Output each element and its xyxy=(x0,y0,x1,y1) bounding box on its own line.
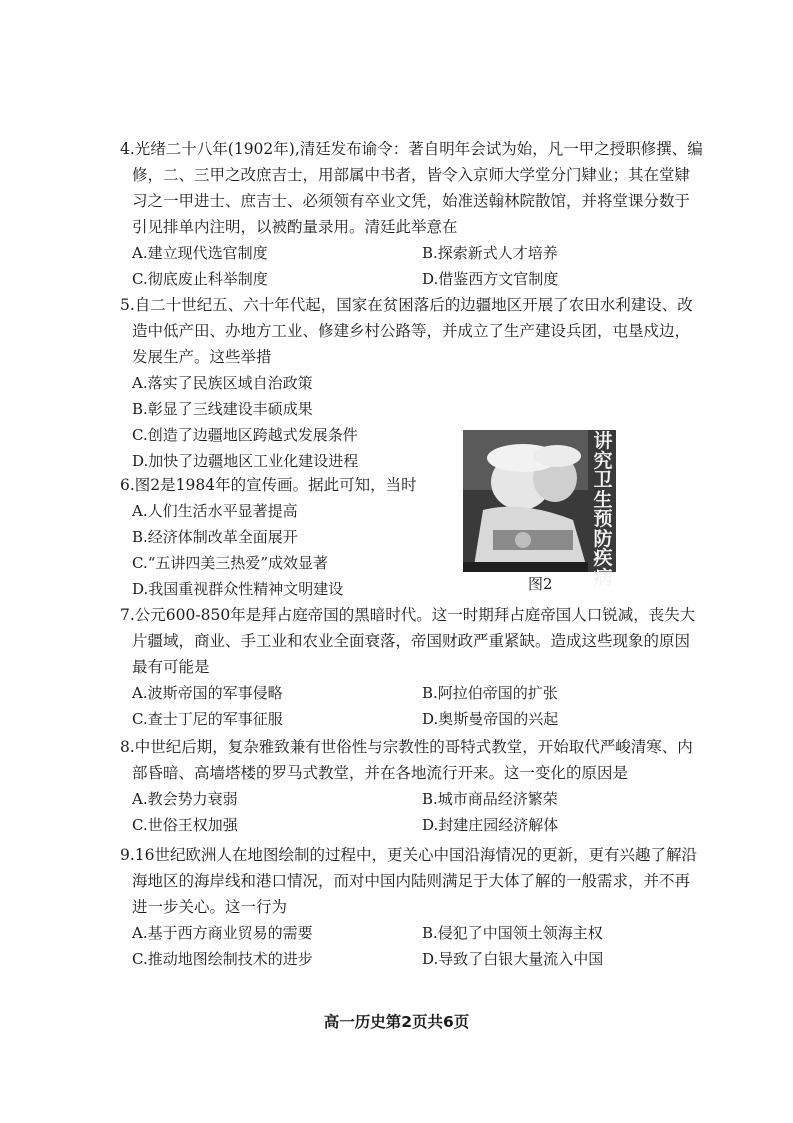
question-9 xyxy=(120,842,705,972)
figure-caption: 图2 xyxy=(528,575,553,593)
option-b: B.经济体制改革全面展开 xyxy=(132,528,298,546)
option-a: A.人们生活水平显著提高 xyxy=(132,502,298,520)
option-b: B.阿拉伯帝国的扩张 xyxy=(422,684,558,702)
page-footer: 高一历史第2页共6页 xyxy=(323,1013,470,1031)
option-d: D.借鉴西方文官制度 xyxy=(422,270,559,288)
option-c: C.彻底废止科举制度 xyxy=(132,270,268,288)
option-a: A.基于西方商业贸易的需要 xyxy=(132,924,313,942)
option-a: A.波斯帝国的军事侵略 xyxy=(132,684,283,702)
options-grid xyxy=(120,680,705,732)
poster-slogan: 讲究卫生预防疾病 xyxy=(593,430,613,589)
question-stem: 7.公元600-850年是拜占庭帝国的黑暗时代。这一时期拜占庭帝国人口锐减，丧失大片疆域，商业、手工业和农业全面衰落，帝国财政严重紧缺。造成这些现象的原因最有可能是 xyxy=(120,606,696,676)
question-stem: 4.光绪二十八年(1902年),清廷发布谕令：著自明年会试为始，凡一甲之授职修撰、编修，二、三甲之改庶吉士，用部属中书者，皆令入京师大学堂分门肄业；其在堂肄习之一甲进士、庶吉士、必须领有卒业文凭，始准送翰林院散馆，并将堂课分数于引见排单内注明，以被酌量录用。清廷此举意在 xyxy=(120,140,703,236)
question-stem: 9.16世纪欧洲人在地图绘制的过程中，更关心中国沿海情况的更新，更有兴趣了解沿海地区的海岸线和港口情况，而对中国内陆则满足于大体了解的一般需求，并不再进一步关心。这一行为 xyxy=(120,846,698,916)
option-b: B.城市商品经济繁荣 xyxy=(422,790,558,808)
option-d: D.导致了白银大量流入中国 xyxy=(422,950,604,968)
option-c: C.创造了边疆地区跨越式发展条件 xyxy=(132,426,358,444)
option-d: D.奥斯曼帝国的兴起 xyxy=(422,710,559,728)
option-c: C.推动地图绘制技术的进步 xyxy=(132,950,313,968)
option-c: C.查士丁尼的军事征服 xyxy=(132,710,283,728)
option-b: B.探索新式人才培养 xyxy=(422,244,558,262)
question-5 xyxy=(120,292,705,474)
option-d: D.封建庄园经济解体 xyxy=(422,816,559,834)
options-grid xyxy=(120,920,705,972)
option-c: C.“五讲四美三热爱”成效显著 xyxy=(132,554,329,572)
option-a: A.教会势力衰弱 xyxy=(132,790,238,808)
question-stem: 5.自二十世纪五、六十年代起，国家在贫困落后的边疆地区开展了农田水利建设、改造中低产田、办地方工业、修建乡村公路等，并成立了生产建设兵团，屯垦戍边，发展生产。这些举措 xyxy=(120,296,693,366)
option-a: A.建立现代选官制度 xyxy=(132,244,268,262)
question-6 xyxy=(120,472,705,602)
question-4 xyxy=(120,136,705,292)
option-d: D.加快了边疆地区工业化建设进程 xyxy=(132,452,359,470)
options-list xyxy=(120,370,705,474)
options-grid xyxy=(120,786,705,838)
question-8 xyxy=(120,734,705,838)
option-c: C.世俗王权加强 xyxy=(132,816,238,834)
options-grid xyxy=(120,240,705,292)
question-7 xyxy=(120,602,705,732)
option-a: A.落实了民族区域自治政策 xyxy=(132,374,313,392)
option-b: B.侵犯了中国领土领海主权 xyxy=(422,924,603,942)
option-d: D.我国重视群众性精神文明建设 xyxy=(132,580,344,598)
question-stem: 8.中世纪后期，复杂雅致兼有世俗性与宗教性的哥特式教堂，开始取代严峻清寒、内部昏暗、高墙塔楼的罗马式教堂，并在各地流行开来。这一变化的原因是 xyxy=(120,738,693,782)
option-b: B.彰显了三线建设丰硕成果 xyxy=(132,400,313,418)
question-stem: 6.图2是1984年的宣传画。据此可知，当时 xyxy=(120,476,417,494)
options-list xyxy=(120,498,705,602)
